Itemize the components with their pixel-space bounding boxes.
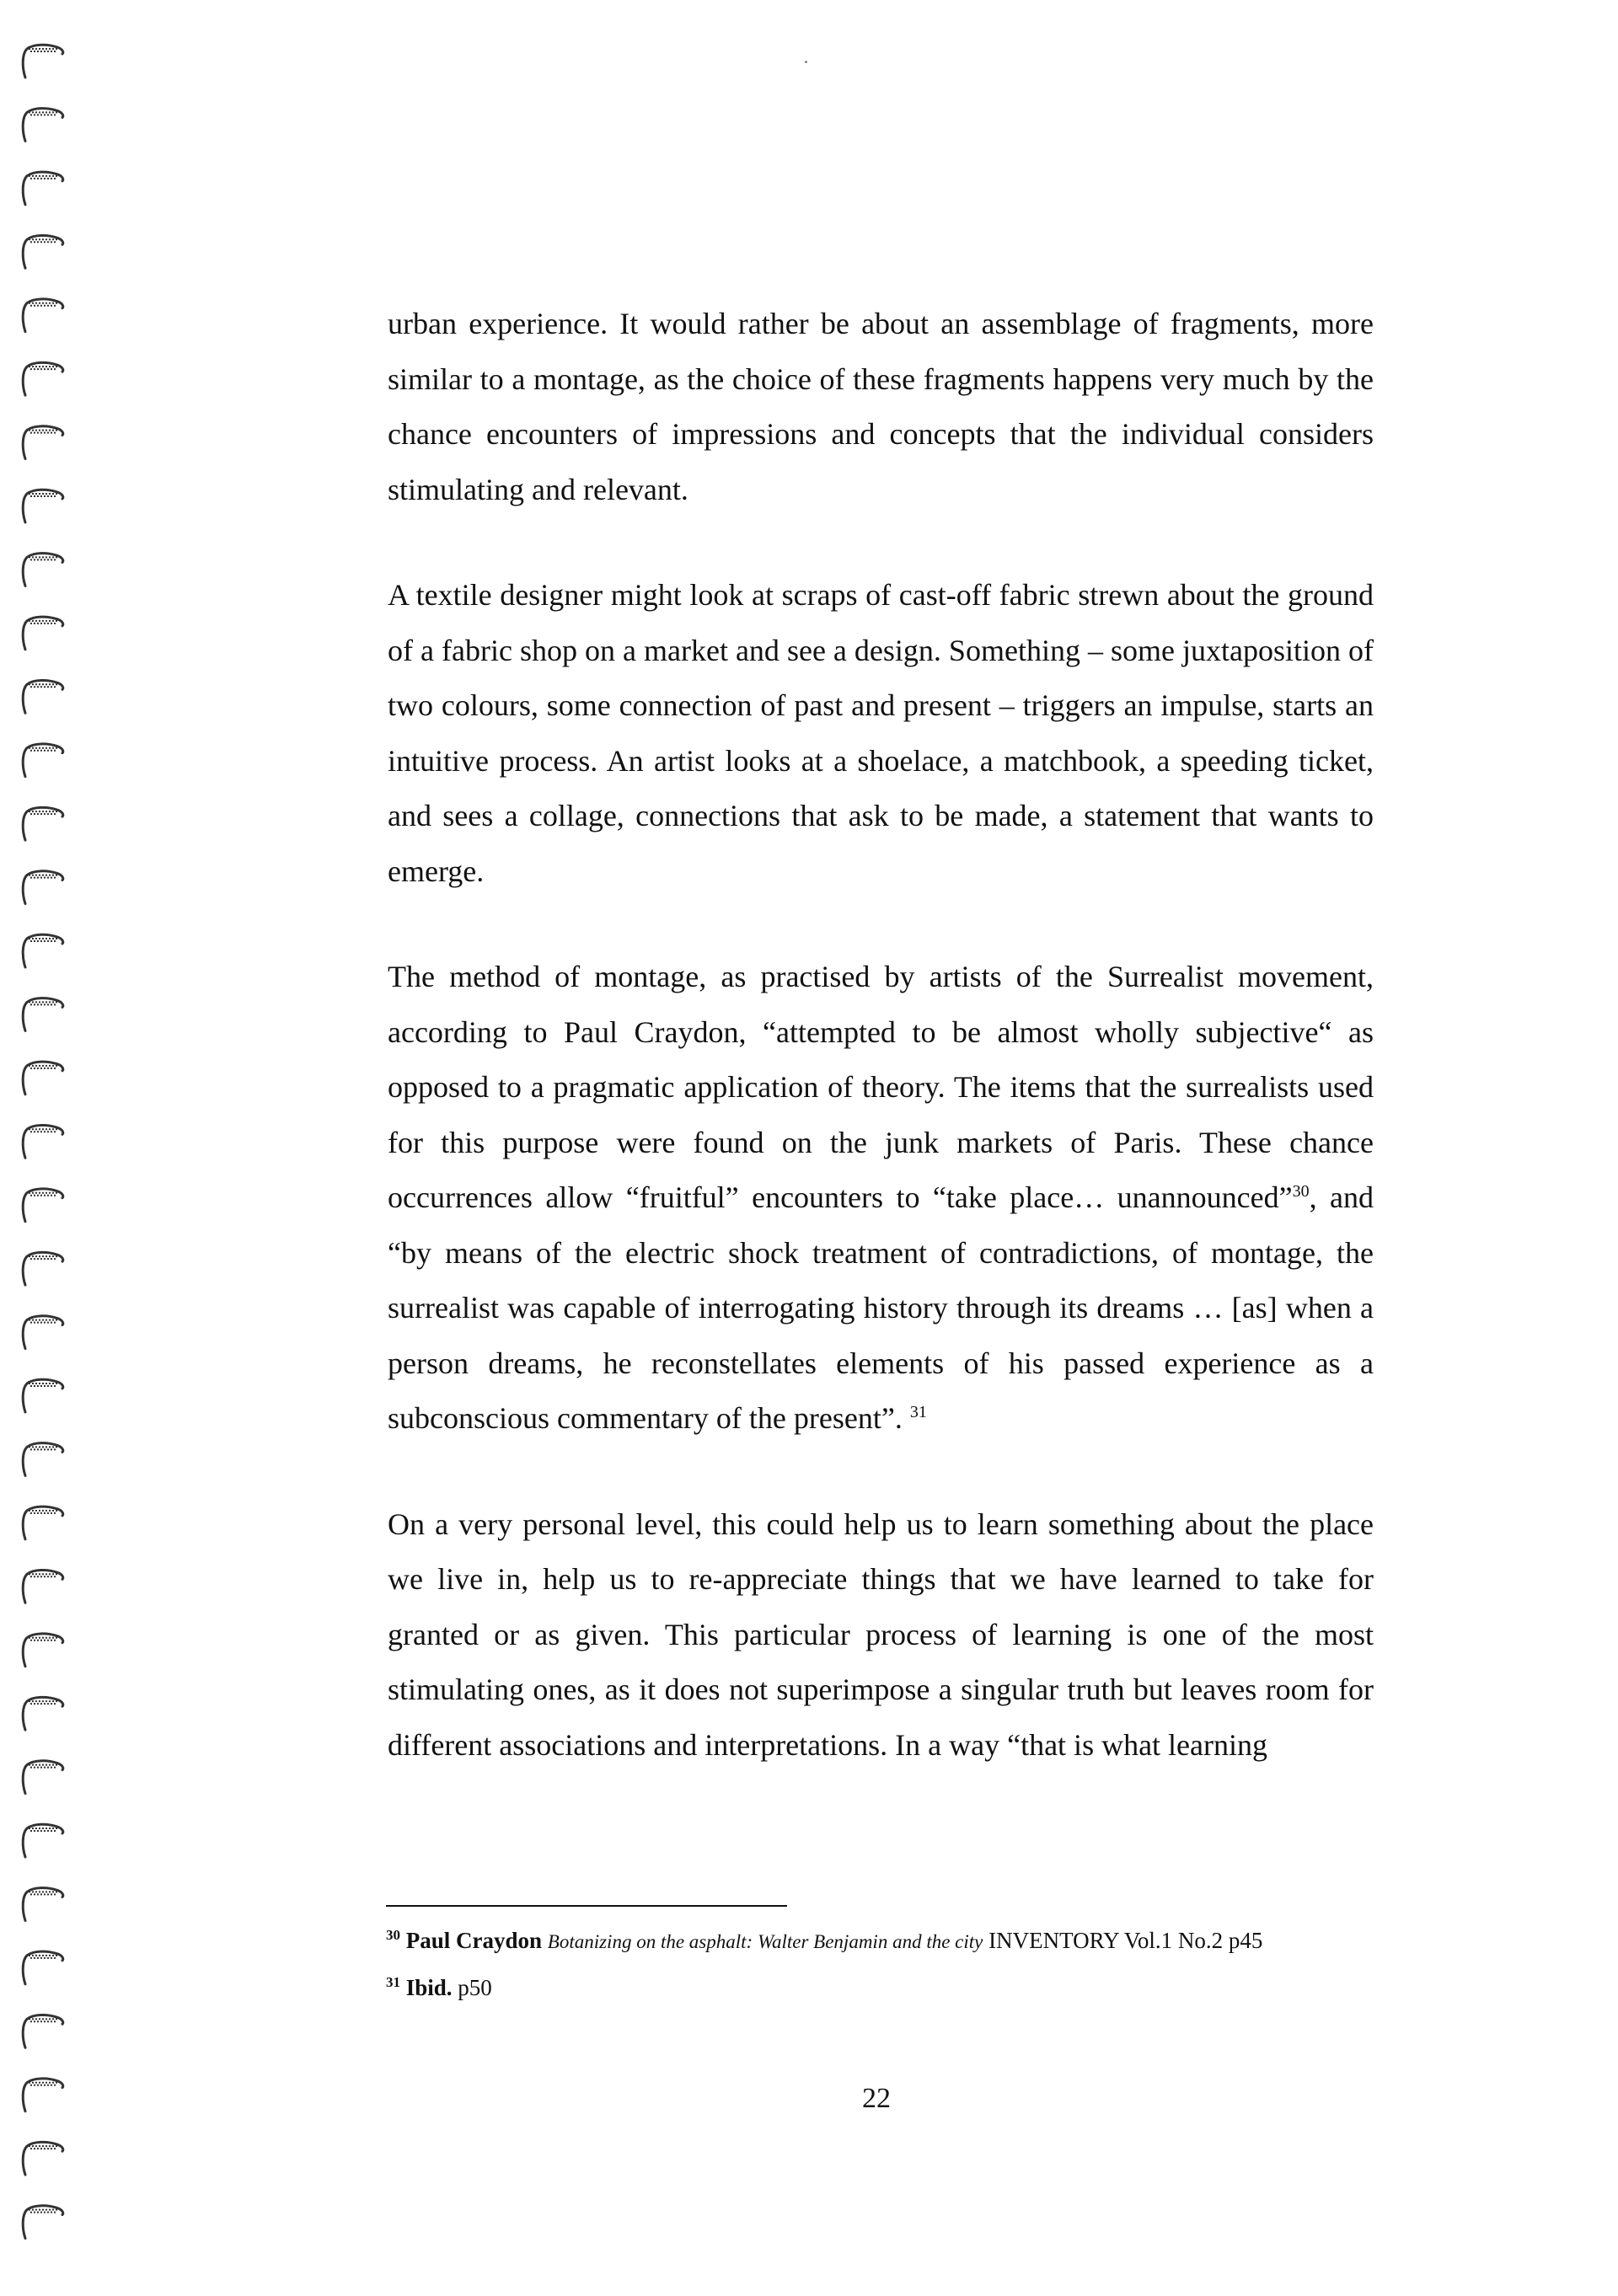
binding-ring [23, 617, 63, 650]
paragraph [388, 568, 1374, 899]
binding-ring [23, 490, 63, 522]
binding-ring [23, 807, 63, 840]
binding-ring [23, 1125, 63, 1158]
binding-ring [23, 1570, 63, 1603]
binding-ring [23, 426, 63, 459]
binding-ring [23, 1761, 63, 1794]
binding-ring [23, 1189, 63, 1222]
footnote-reference: 31 [909, 1403, 927, 1421]
binding-ring [23, 554, 63, 586]
body-text [388, 297, 1374, 1823]
binding-ring [23, 1951, 63, 1984]
paragraph-text: , and “by means of the electric shock treatment of contradictions, of montage, the surrealist was capable of interrogating history through its dreams … [as] when a person dreams, he reconstellates elements of his passed experience as a subconscious commentary of the present”. [388, 1180, 1374, 1435]
paragraph [388, 1497, 1374, 1774]
footnote-author: Ibid. [405, 1975, 453, 2000]
binding-ring [23, 299, 63, 332]
binding-ring [23, 1697, 63, 1730]
binding-ring [23, 172, 63, 205]
binding-ring [23, 1634, 63, 1667]
paragraph-text: On a very personal level, this could help us to learn something about the place we live in, help us to re-appreciate things that we have learned to take for granted or as given. This particular process of learning is one of the most stimulating ones, as it does not superimpose a singular truth but leaves room for different associations and interpretations. In a way “that is what learning [388, 1507, 1374, 1762]
footnote-source: INVENTORY Vol.1 No.2 p45 [988, 1928, 1263, 1953]
footnote [386, 1918, 1397, 1965]
binding-rings [20, 34, 71, 2258]
binding-ring [23, 1888, 63, 1921]
footnote-title: Botanizing on the asphalt: Walter Benjamin and the city [547, 1931, 983, 1952]
paragraph-text: urban experience. It would rather be about an assemblage of fragments, more similar to a montage, as the choice of these fragments happens very much by the chance encounters of impressions and concepts that the individual considers stimulating and relevant. [388, 307, 1374, 506]
footnotes [386, 1918, 1397, 2011]
binding-ring [23, 1507, 63, 1539]
footnote [386, 1965, 1397, 2011]
binding-ring [23, 1062, 63, 1094]
footnote-author: Paul Craydon [405, 1928, 543, 1953]
binding-ring [23, 1824, 63, 1857]
binding-ring [23, 871, 63, 904]
binding-ring [23, 934, 63, 967]
binding-ring [23, 1252, 63, 1285]
spiral-binding [20, 34, 71, 2258]
binding-ring [23, 362, 63, 395]
binding-ring [23, 680, 63, 713]
paragraph [388, 950, 1374, 1447]
binding-ring [23, 45, 63, 78]
binding-ring [23, 235, 63, 268]
footnote-divider [386, 1905, 787, 1907]
binding-ring [23, 1379, 63, 1412]
footnote-number: 31 [386, 1974, 400, 1990]
binding-ring [23, 998, 63, 1031]
scan-speck [805, 61, 807, 63]
paragraph-text: The method of montage, as practised by artists of the Surrealist movement, according to Paul Craydon, “attempted to be almost wholly subjective“ as opposed to a pragmatic application of theory. The items that the surrealists used for this purpose were found on the junk markets of Paris. These chance occurrences allow “fruitful” encounters to “take place… unannounced” [388, 960, 1374, 1214]
paragraph [388, 297, 1374, 517]
binding-ring [23, 109, 63, 142]
footnote-source: p50 [458, 1975, 492, 2000]
binding-ring [23, 1443, 63, 1476]
binding-ring [23, 2206, 63, 2239]
footnote-reference: 30 [1292, 1182, 1310, 1201]
binding-ring [23, 744, 63, 777]
binding-ring [23, 2142, 63, 2175]
footnote-number: 30 [386, 1927, 400, 1943]
page-number: 22 [862, 2083, 891, 2114]
binding-ring [23, 2015, 63, 2047]
binding-ring [23, 1316, 63, 1349]
paragraph-text: A textile designer might look at scraps of cast-off fabric strewn about the ground of a fabric shop on a market and see a design. Something – some juxtaposition of two colours, some connection of past and present – triggers an impulse, starts an intuitive process. An artist looks at a shoelace, a matchbook, a speeding ticket, and sees a collage, connections that ask to be made, a statement that wants to emerge. [388, 578, 1374, 888]
